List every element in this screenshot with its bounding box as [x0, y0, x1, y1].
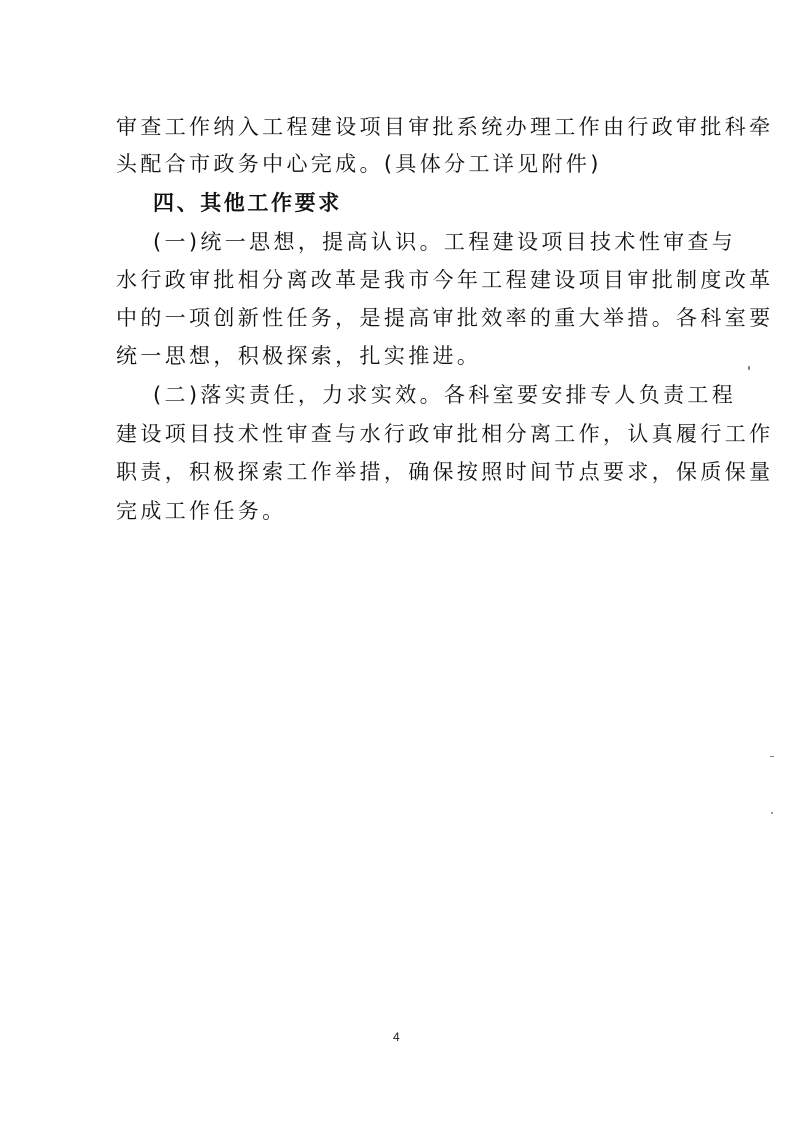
scan-speck: [748, 366, 750, 370]
section-heading: 四、其他工作要求: [153, 191, 342, 215]
page-number: 4: [393, 1030, 400, 1044]
paragraph-line-3: (一)统一思想，提高认识。工程建设项目技术性审查与: [153, 230, 737, 254]
paragraph-line-10: 完成工作任务。: [116, 499, 287, 523]
paragraph-line-4: 水行政审批相分离改革是我市今年工程建设项目审批制度改革: [116, 268, 774, 292]
scan-speck: [771, 812, 773, 814]
paragraph-line-5: 中的一项创新性任务，是提高审批效率的重大举措。各科室要: [116, 306, 774, 330]
paragraph-line-2: 头配合市政务中心完成。(具体分工详见附件): [116, 152, 602, 176]
paragraph-line-6: 统一思想，积极探索，扎实推进。: [116, 344, 482, 368]
paragraph-line-8: 建设项目技术性审查与水行政审批相分离工作，认真履行工作: [116, 422, 774, 446]
scan-speck: [770, 756, 774, 757]
paragraph-line-1: 审查工作纳入工程建设项目审批系统办理工作由行政审批科牵: [116, 115, 774, 139]
paragraph-line-9: 职责，积极探索工作举措，确保按照时间节点要求，保质保量: [116, 460, 774, 484]
paragraph-line-7: (二)落实责任，力求实效。各科室要安排专人负责工程: [153, 383, 737, 407]
